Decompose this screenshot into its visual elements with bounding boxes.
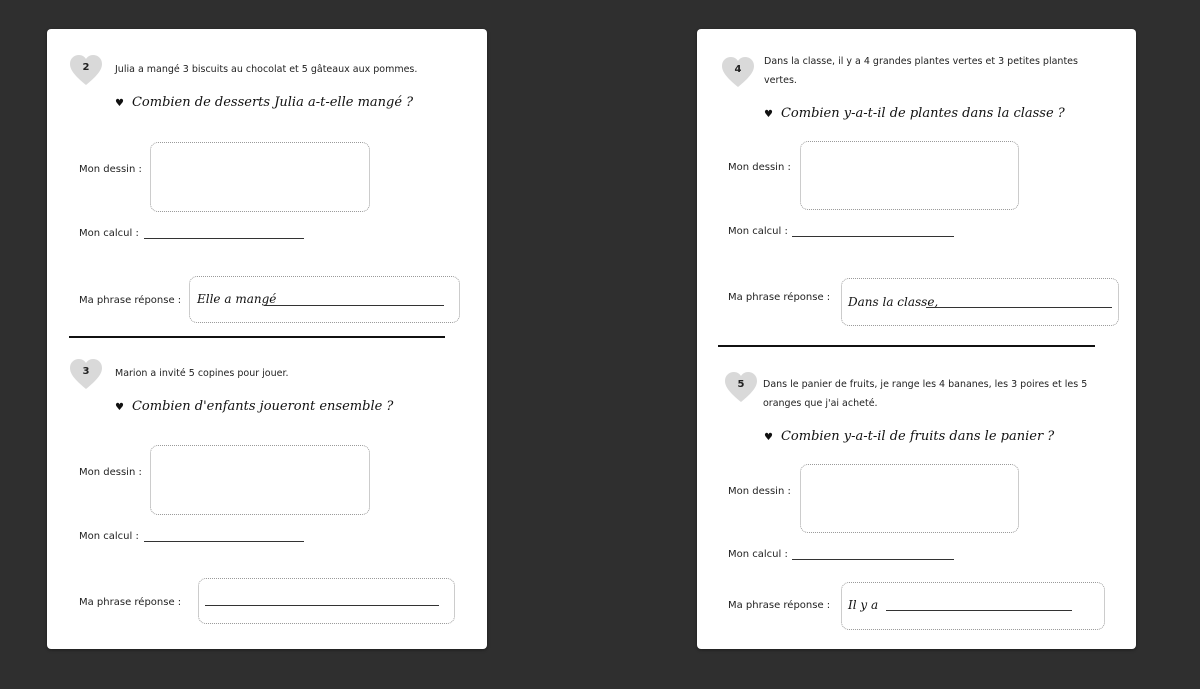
- heart-bullet-icon: ♥: [115, 402, 124, 413]
- answer-box: [198, 578, 455, 624]
- heart-number-badge: [69, 358, 103, 390]
- worksheet-page-left: [47, 29, 487, 649]
- exercise-statement-line-1: Dans la classe, il y a 4 grandes plantes vertes et 3 petites plantes: [764, 56, 1078, 67]
- worksheet-page-right: [697, 29, 1136, 649]
- question-text: Combien de desserts Julia a-t-elle mangé ?: [131, 95, 414, 110]
- answer-sentence-start: Il y a: [848, 598, 879, 612]
- answer-label: Ma phrase réponse :: [728, 600, 831, 611]
- exercise-separator: [69, 336, 445, 338]
- answer-label: Ma phrase réponse :: [79, 597, 182, 608]
- heart-number-badge: [721, 56, 755, 88]
- exercise-separator: [718, 345, 1095, 347]
- answer-sentence-start: Dans la classe,: [848, 295, 939, 309]
- answer-line[interactable]: [926, 307, 1112, 308]
- calc-answer-line[interactable]: [144, 541, 304, 542]
- exercise-number: 3: [82, 366, 90, 377]
- calc-answer-line[interactable]: [792, 559, 954, 560]
- exercise-question: [764, 106, 1065, 121]
- heart-bullet-icon: ♥: [764, 109, 773, 120]
- drawing-box[interactable]: [150, 142, 370, 212]
- heart-number-badge: [69, 54, 103, 86]
- exercise-statement: Julia a mangé 3 biscuits au chocolat et 5 gâteaux aux pommes.: [115, 64, 418, 75]
- exercise-statement-line-2: vertes.: [764, 75, 797, 86]
- drawing-box[interactable]: [800, 464, 1019, 533]
- calc-answer-line[interactable]: [144, 238, 304, 239]
- question-text: Combien d'enfants joueront ensemble ?: [131, 399, 394, 414]
- drawing-box[interactable]: [800, 141, 1019, 210]
- exercise-question: [764, 429, 1054, 444]
- answer-box: [841, 582, 1105, 630]
- heart-bullet-icon: ♥: [764, 432, 773, 443]
- drawing-label: Mon dessin :: [728, 162, 791, 173]
- question-text: Combien y-a-t-il de fruits dans le panier ?: [780, 429, 1055, 444]
- answer-label: Ma phrase réponse :: [79, 295, 182, 306]
- exercise-number: 5: [737, 379, 745, 390]
- heart-number-badge: [724, 371, 758, 403]
- exercise-question: [115, 95, 413, 110]
- answer-line[interactable]: [205, 605, 439, 606]
- calc-label: Mon calcul :: [79, 228, 139, 239]
- exercise-number: 2: [82, 62, 90, 73]
- calc-answer-line[interactable]: [792, 236, 954, 237]
- calc-label: Mon calcul :: [728, 226, 788, 237]
- drawing-label: Mon dessin :: [79, 164, 142, 175]
- drawing-box[interactable]: [150, 445, 370, 515]
- answer-label: Ma phrase réponse :: [728, 292, 831, 303]
- exercise-statement: Marion a invité 5 copines pour jouer.: [115, 368, 289, 379]
- drawing-label: Mon dessin :: [79, 467, 142, 478]
- heart-bullet-icon: ♥: [115, 98, 124, 109]
- question-text: Combien y-a-t-il de plantes dans la classe ?: [780, 106, 1065, 121]
- exercise-number: 4: [734, 64, 742, 75]
- exercise-statement-line-2: oranges que j'ai acheté.: [763, 398, 878, 409]
- answer-sentence-start: Elle a mangé: [197, 292, 277, 306]
- calc-label: Mon calcul :: [728, 549, 788, 560]
- drawing-label: Mon dessin :: [728, 486, 791, 497]
- calc-label: Mon calcul :: [79, 531, 139, 542]
- answer-line[interactable]: [886, 610, 1072, 611]
- exercise-statement-line-1: Dans le panier de fruits, je range les 4 bananes, les 3 poires et les 5: [763, 379, 1088, 390]
- exercise-question: [115, 399, 393, 414]
- answer-line[interactable]: [264, 305, 444, 306]
